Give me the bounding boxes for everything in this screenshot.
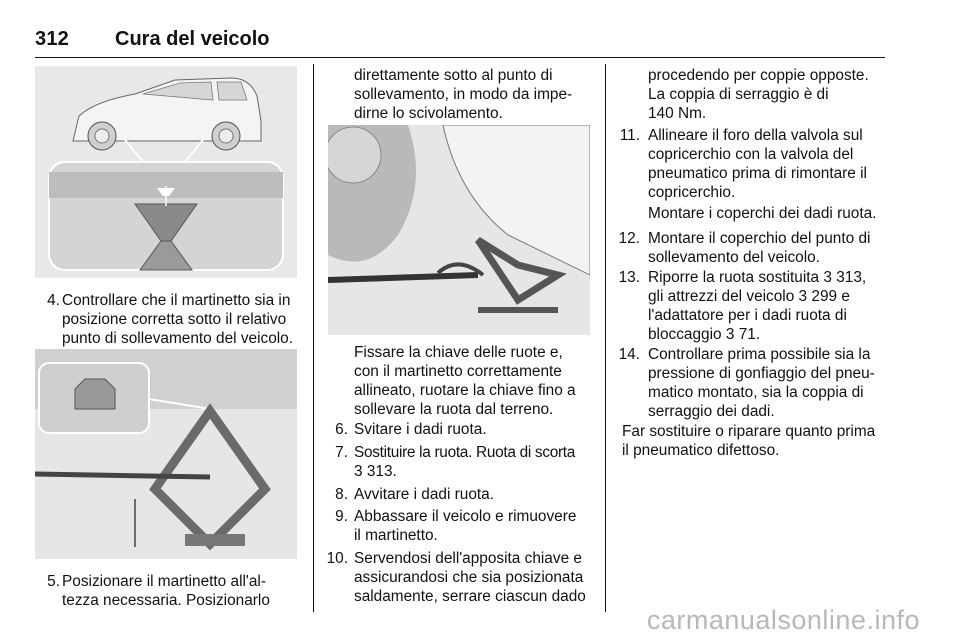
text-line: Montare i coperchi dei dadi ruota.	[648, 205, 877, 222]
text-line: sollevamento, in modo da impe-	[354, 86, 573, 103]
step-text-line: 3 313.	[354, 463, 397, 480]
step-11-extra	[648, 204, 876, 223]
figure-car-jack-position	[35, 66, 297, 278]
step-text-line: Servendosi dell'apposita chiave e	[354, 550, 582, 567]
step-number: 11.	[619, 127, 640, 144]
step-number: 8.	[335, 486, 348, 503]
step-text-line: Controllare prima possibile sia la	[648, 346, 871, 363]
step-8	[322, 485, 602, 505]
step-number: 9.	[335, 508, 348, 525]
jack-detail-illustration	[35, 349, 297, 559]
step-12	[612, 229, 892, 269]
step-text-line: matico montato, sia la coppia di	[648, 384, 864, 401]
watermark: carmanualsonline.info	[646, 605, 920, 635]
step-text-line: copricerchio con la valvola del	[648, 146, 854, 163]
column-divider-1	[313, 64, 314, 612]
page-title: Cura del veicolo	[115, 28, 270, 50]
step-13	[612, 268, 892, 348]
step-number: 14.	[618, 346, 640, 363]
step-text-line: saldamente, serrare ciascun dado	[354, 588, 586, 605]
text-line: direttamente sotto al punto di	[354, 67, 553, 84]
step-text-line: il martinetto.	[354, 527, 438, 544]
wheel-wrench-illustration	[328, 125, 590, 335]
col3-intro	[648, 66, 869, 123]
col2-intro	[354, 66, 572, 123]
step-text-line: punto di sollevamento del veicolo.	[62, 330, 294, 347]
step-text-line: Allineare il foro della valvola sul	[648, 127, 863, 144]
step-text-line: posizione corretta sotto il relativo	[62, 311, 287, 328]
step-7	[322, 443, 602, 483]
text-line: La coppia di serraggio è di	[648, 86, 829, 103]
step-text-line: gli attrezzi del veicolo 3 299 e	[648, 288, 850, 305]
step-number: 4.	[47, 292, 60, 309]
car-jack-illustration	[35, 66, 297, 278]
step-14	[612, 345, 892, 425]
step-text-line: sollevamento del veicolo.	[648, 249, 820, 266]
column-divider-2	[605, 64, 606, 612]
text-line: il pneumatico difettoso.	[622, 442, 780, 459]
step-number: 5.	[47, 573, 60, 590]
text-line: con il martinetto correttamente	[354, 363, 562, 380]
text-line: allineato, ruotare la chiave fino a	[354, 382, 576, 399]
text-line: procedendo per coppie opposte.	[648, 67, 869, 84]
text-line: sollevare la ruota dal terreno.	[354, 401, 554, 418]
step-text-line: copricerchio.	[648, 184, 736, 201]
step-text-line: Sostituire la ruota. Ruota di scorta	[354, 444, 576, 461]
text-line: Far sostituire o riparare quanto prima	[622, 423, 876, 440]
step-number: 7.	[335, 444, 348, 461]
page-number: 312	[35, 28, 69, 50]
step-number: 6.	[335, 421, 348, 438]
step-text-line: assicurandosi che sia posizionata	[354, 569, 584, 586]
step-text-line: serraggio dei dadi.	[648, 403, 775, 420]
header-rule	[35, 57, 885, 58]
step-text-line: Avvitare i dadi ruota.	[354, 486, 495, 503]
figure-jack-detail	[35, 349, 297, 559]
step-9	[322, 507, 602, 547]
step-number: 10.	[326, 550, 348, 567]
step-text-line: l'adattatore per i dadi ruota di	[648, 307, 847, 324]
col2-para	[354, 343, 576, 419]
text-line: Fissare la chiave delle ruote e,	[354, 344, 563, 361]
step-text-line: tezza necessaria. Posizionarlo	[62, 592, 270, 609]
step-4	[35, 291, 305, 351]
step-text-line: bloccaggio 3 71.	[648, 326, 761, 343]
step-text-line: Montare il coperchio del punto di	[648, 230, 871, 247]
text-line: 140 Nm.	[648, 105, 707, 122]
step-6	[322, 420, 602, 440]
step-text-line: Controllare che il martinetto sia in	[62, 292, 291, 309]
figure-wheel-wrench	[328, 125, 590, 335]
step-number: 13.	[618, 269, 640, 286]
step-5	[35, 572, 305, 612]
step-text-line: Svitare i dadi ruota.	[354, 421, 487, 438]
step-text-line: pressione di gonfiaggio del pneu-	[648, 365, 875, 382]
step-10	[314, 549, 602, 609]
text-line: dirne lo scivolamento.	[354, 105, 503, 122]
closing-note	[622, 422, 875, 460]
step-text-line: Riporre la ruota sostituita 3 313,	[648, 269, 867, 286]
step-text-line: pneumatico prima di rimontare il	[648, 165, 867, 182]
step-number: 12.	[618, 230, 640, 247]
step-text-line: Abbassare il veicolo e rimuovere	[354, 508, 577, 525]
step-11	[612, 126, 892, 206]
step-text-line: Posizionare il martinetto all'al-	[62, 573, 266, 590]
